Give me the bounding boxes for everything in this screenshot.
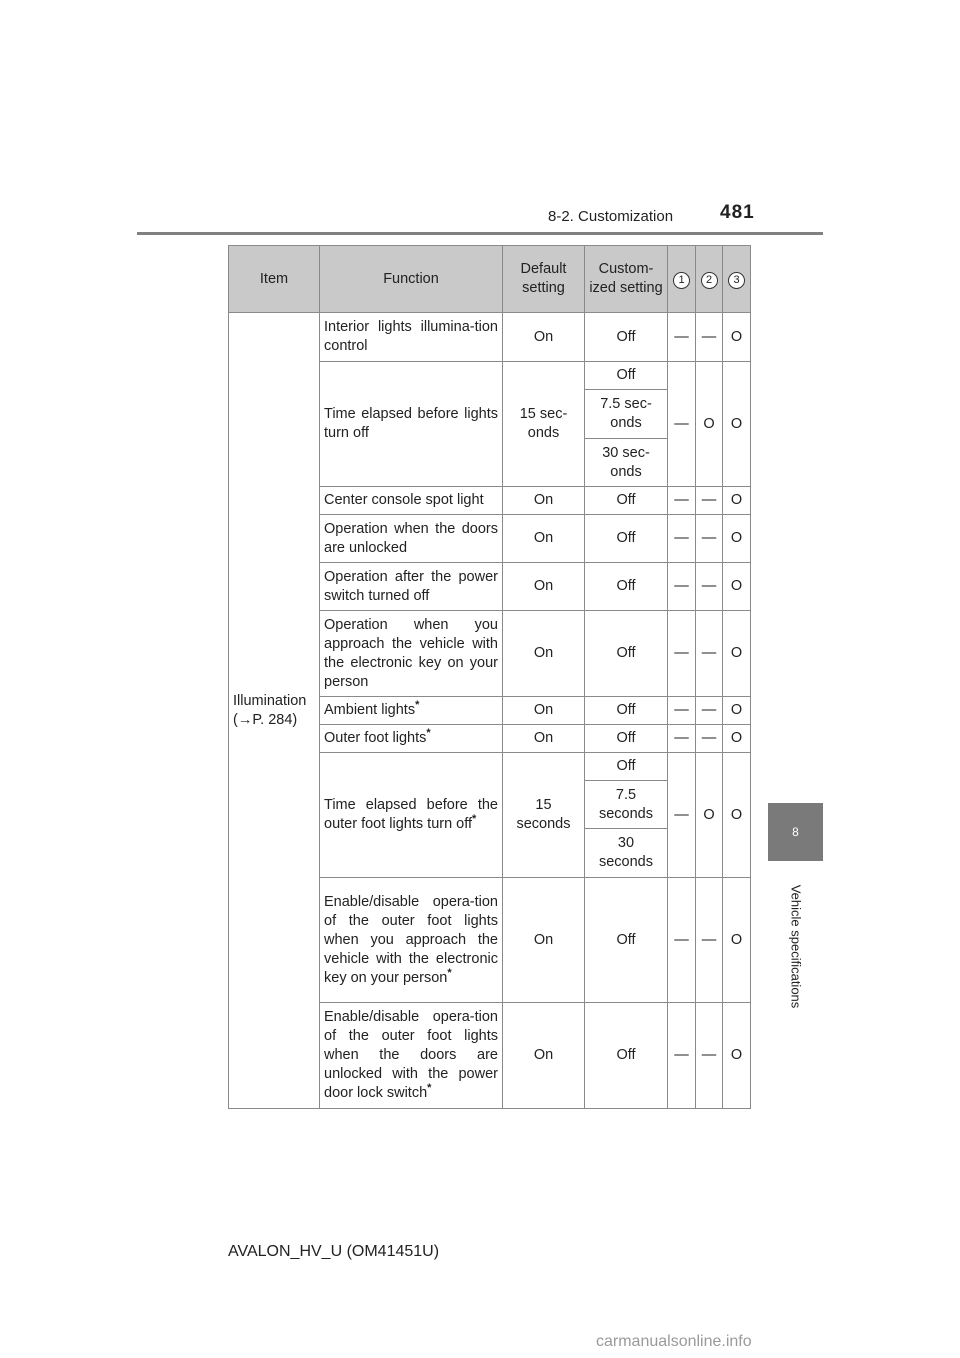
manual-code: AVALON_HV_U (OM41451U): [228, 1243, 440, 1260]
default-cell: On: [503, 313, 585, 362]
custom-cell: Off: [585, 878, 668, 1003]
col1-cell: —: [668, 1003, 696, 1109]
function-cell: Outer foot lights*: [320, 725, 503, 753]
default-cell: On: [503, 725, 585, 753]
col3-cell: O: [723, 878, 751, 1003]
chapter-tab[interactable]: [768, 803, 823, 861]
col2-cell: —: [696, 563, 723, 611]
default-cell: On: [503, 611, 585, 697]
col1-cell: —: [668, 362, 696, 487]
custom-cell: 7.5 sec-onds: [585, 390, 668, 439]
item-cell: [229, 313, 320, 1109]
table-header-row: [229, 246, 751, 313]
col2-cell: —: [696, 611, 723, 697]
col3-cell: O: [723, 515, 751, 563]
col1-cell: —: [668, 563, 696, 611]
col2-cell: O: [696, 753, 723, 878]
col3-cell: O: [723, 753, 751, 878]
asterisk-mark: *: [472, 813, 477, 826]
chapter-number: 8: [792, 825, 799, 839]
header-default-setting: Default setting: [503, 246, 585, 313]
col2-cell: —: [696, 1003, 723, 1109]
custom-cell: Off: [585, 753, 668, 781]
custom-cell: Off: [585, 725, 668, 753]
function-cell: Center console spot light: [320, 487, 503, 515]
function-cell: Interior lights illumina-tion control: [320, 313, 503, 362]
custom-cell: 30 sec-onds: [585, 439, 668, 487]
col2-cell: —: [696, 515, 723, 563]
section-title: 8-2. Customization: [548, 208, 674, 225]
custom-cell: 30 seconds: [585, 829, 668, 878]
circled-3-icon: 3: [728, 272, 745, 289]
col2-cell: —: [696, 878, 723, 1003]
col3-cell: O: [723, 611, 751, 697]
col3-cell: O: [723, 362, 751, 487]
col1-cell: —: [668, 313, 696, 362]
col2-cell: —: [696, 725, 723, 753]
item-page-ref[interactable]: (→P. 284): [233, 711, 298, 728]
col3-cell: O: [723, 1003, 751, 1109]
asterisk-mark: *: [427, 1082, 432, 1095]
col3-cell: O: [723, 487, 751, 515]
function-cell: Enable/disable opera-tion of the outer foot lights when you approach the vehicle with the electronic key on your person*: [320, 878, 503, 1003]
custom-cell: Off: [585, 362, 668, 390]
col2-cell: —: [696, 697, 723, 725]
function-cell: Ambient lights*: [320, 697, 503, 725]
item-label: Illumination: [233, 692, 307, 709]
col1-cell: —: [668, 753, 696, 878]
col2-cell: O: [696, 362, 723, 487]
col3-cell: O: [723, 313, 751, 362]
custom-cell: Off: [585, 515, 668, 563]
col2-cell: —: [696, 487, 723, 515]
custom-cell: Off: [585, 313, 668, 362]
custom-cell: 7.5 seconds: [585, 781, 668, 829]
customization-table: [228, 245, 751, 1109]
function-cell: Operation after the power switch turned off: [320, 563, 503, 611]
col3-cell: O: [723, 725, 751, 753]
header-function: Function: [320, 246, 503, 313]
circled-1-icon: 1: [673, 272, 690, 289]
function-cell: Operation when you approach the vehicle with the electronic key on your person: [320, 611, 503, 697]
function-cell: Time elapsed before lights turn off: [320, 362, 503, 487]
asterisk-mark: *: [415, 699, 420, 712]
function-cell: Operation when the doors are unlocked: [320, 515, 503, 563]
default-cell: On: [503, 487, 585, 515]
watermark: carmanualsonline.info: [596, 1333, 752, 1350]
default-cell: On: [503, 563, 585, 611]
col1-cell: —: [668, 515, 696, 563]
col1-cell: —: [668, 611, 696, 697]
col1-cell: —: [668, 878, 696, 1003]
chapter-label: Vehicle specifications: [788, 884, 804, 1008]
custom-cell: Off: [585, 1003, 668, 1109]
col3-cell: O: [723, 563, 751, 611]
custom-cell: Off: [585, 611, 668, 697]
header-divider: [137, 232, 823, 235]
default-cell: 15 seconds: [503, 753, 585, 878]
header-item: Item: [229, 246, 320, 313]
circled-2-icon: 2: [701, 272, 718, 289]
table-row: [229, 313, 751, 362]
default-cell: On: [503, 1003, 585, 1109]
default-cell: On: [503, 515, 585, 563]
function-cell: Enable/disable opera-tion of the outer foot lights when the doors are unlocked with the power door lock switch*: [320, 1003, 503, 1109]
default-cell: 15 sec-onds: [503, 362, 585, 487]
col2-cell: —: [696, 313, 723, 362]
default-cell: On: [503, 878, 585, 1003]
col1-cell: —: [668, 487, 696, 515]
custom-cell: Off: [585, 563, 668, 611]
header-customized-setting: Custom-ized setting: [585, 246, 668, 313]
asterisk-mark: *: [426, 727, 431, 740]
header-col-1: [668, 246, 696, 313]
custom-cell: Off: [585, 697, 668, 725]
col1-cell: —: [668, 697, 696, 725]
asterisk-mark: *: [447, 966, 452, 979]
function-cell: Time elapsed before the outer foot lights turn off*: [320, 753, 503, 878]
default-cell: On: [503, 697, 585, 725]
custom-cell: Off: [585, 487, 668, 515]
col3-cell: O: [723, 697, 751, 725]
header-col-2: [696, 246, 723, 313]
page-number: 481: [720, 202, 755, 223]
col1-cell: —: [668, 725, 696, 753]
header-col-3: [723, 246, 751, 313]
